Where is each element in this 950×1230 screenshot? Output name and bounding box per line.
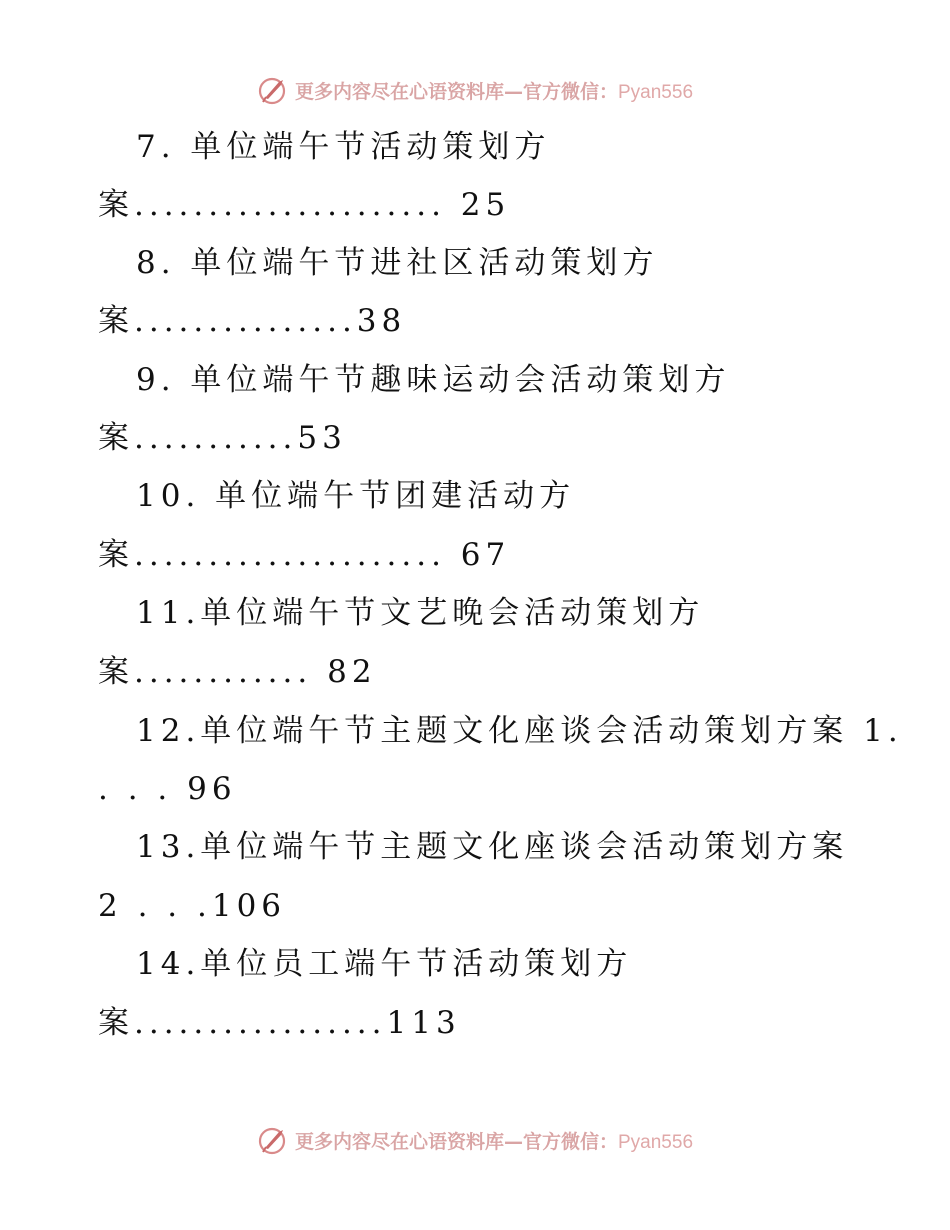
toc-entry-14-title[interactable]: 14.单位员工端午节活动策划方 [136, 946, 633, 982]
toc-entry-7-title[interactable]: 7. 单位端午节活动策划方 [136, 129, 551, 165]
quill-pen-circle-icon [257, 74, 289, 106]
toc-entry-10-page[interactable]: 案..................... 67 [98, 537, 511, 573]
toc-entry-12-title[interactable]: 12.单位端午节主题文化座谈会活动策划方案 1. [136, 713, 903, 749]
watermark-text [295, 1127, 693, 1154]
toc-entry-12-page[interactable]: . . . 96 [98, 771, 237, 807]
toc-entry-11-page[interactable]: 案............ 82 [98, 654, 377, 690]
toc-entry-8-page[interactable]: 案...............38 [98, 303, 407, 339]
toc-entry-9-title[interactable]: 9. 单位端午节趣味运动会活动策划方 [136, 362, 731, 398]
toc-entry-13-title[interactable]: 13.单位端午节主题文化座谈会活动策划方案 [136, 829, 849, 865]
toc-entry-7-page[interactable]: 案..................... 25 [98, 187, 511, 223]
footer-watermark [0, 1120, 950, 1160]
header-watermark [0, 70, 950, 110]
toc-entry-9-page[interactable]: 案...........53 [98, 420, 347, 456]
quill-pen-circle-icon [257, 1124, 289, 1156]
watermark-slogan: 更多内容尽在心语资料库—官方微信： [294, 1130, 618, 1153]
watermark-wechat-id: Pyan556 [618, 81, 694, 103]
toc-entry-11-title[interactable]: 11.单位端午节文艺晚会活动策划方 [136, 595, 705, 631]
watermark-slogan: 更多内容尽在心语资料库—官方微信： [294, 80, 618, 103]
toc-entry-14-page[interactable]: 案.................113 [98, 1005, 461, 1041]
watermark-wechat-id: Pyan556 [618, 1131, 694, 1153]
toc-entry-13-page[interactable]: 2 . . .106 [98, 888, 287, 924]
toc-entry-8-title[interactable]: 8. 单位端午节进社区活动策划方 [136, 245, 659, 281]
toc-entry-10-title[interactable]: 10. 单位端午节团建活动方 [136, 478, 576, 514]
watermark-text [295, 77, 693, 104]
